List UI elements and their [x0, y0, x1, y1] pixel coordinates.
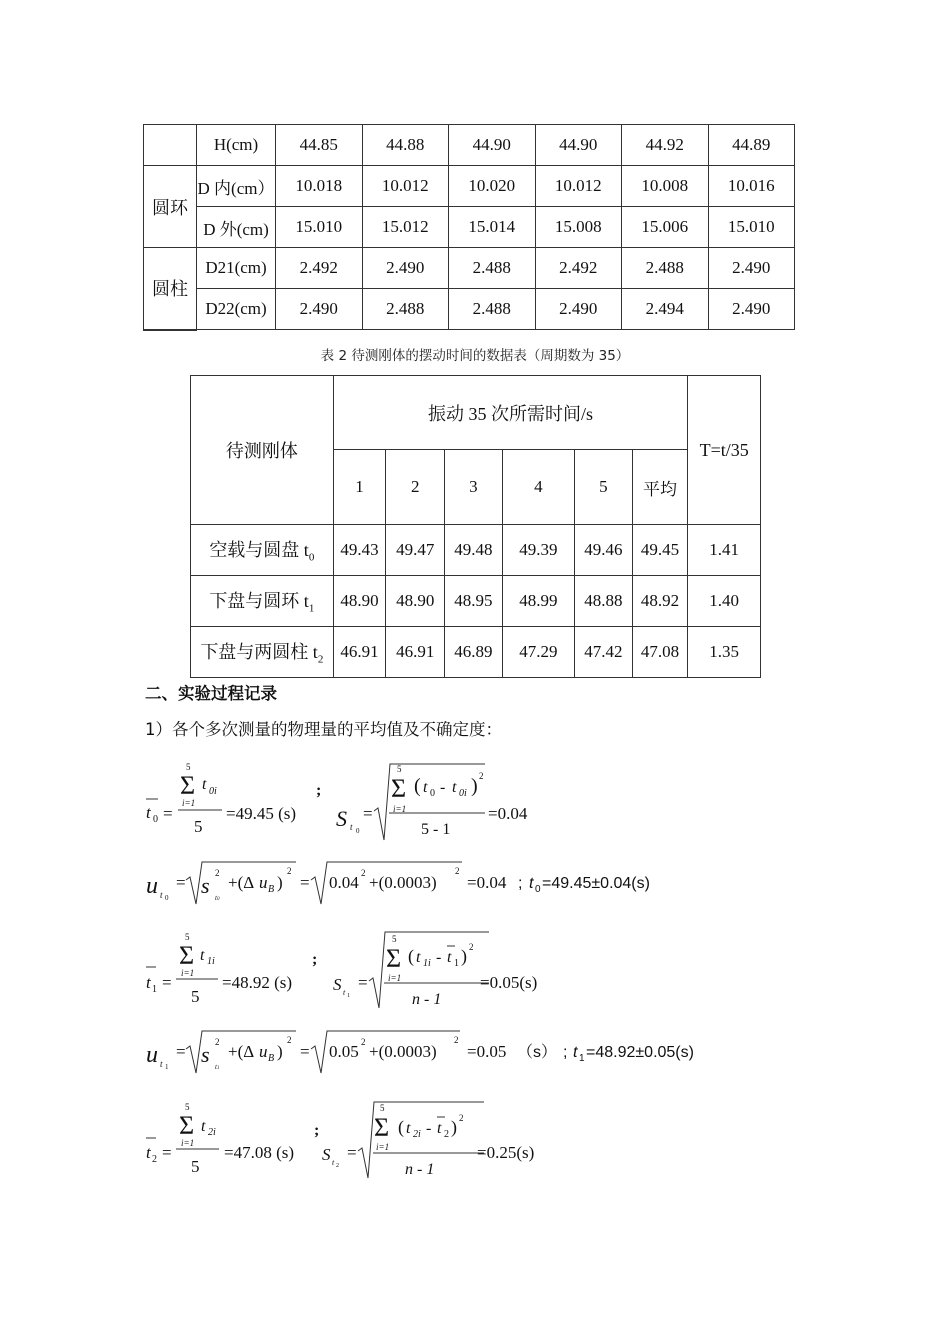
svg-text:1i: 1i: [207, 956, 215, 967]
row-name: 下盘与两圆柱 $t_2$: [191, 627, 334, 678]
svg-text:=: =: [347, 1143, 357, 1162]
svg-text:2: 2: [479, 771, 484, 781]
svg-text:2: 2: [361, 868, 366, 878]
svg-text:t: t: [437, 1120, 442, 1137]
svg-text:i=1: i=1: [388, 973, 402, 983]
svg-text:u: u: [259, 1042, 268, 1061]
formula-u0: [146, 862, 650, 904]
svg-text:t: t: [200, 947, 205, 964]
table-cell: 15.012: [362, 207, 449, 248]
svg-text:2i: 2i: [208, 1127, 216, 1138]
svg-text:n - 1: n - 1: [412, 991, 442, 1008]
column-header: 5: [575, 450, 633, 525]
table-cell: 47.08: [632, 627, 688, 678]
svg-text:2: 2: [454, 1035, 459, 1045]
row-label: H(cm): [197, 125, 276, 166]
svg-text:i=1: i=1: [181, 968, 195, 978]
group-label: 圆柱: [144, 248, 197, 330]
column-header: 平均: [632, 450, 688, 525]
formula-t0-mean: [146, 762, 528, 840]
svg-text:2: 2: [361, 1037, 366, 1047]
svg-text:=: =: [358, 973, 368, 992]
svg-text:Σ: Σ: [386, 944, 402, 973]
svg-text:): ): [471, 775, 478, 797]
table-cell: 48.99: [502, 576, 574, 627]
f1-var: t: [146, 803, 151, 822]
svg-text:n - 1: n - 1: [405, 1161, 435, 1178]
table-cell: 2.490: [708, 289, 795, 330]
svg-text:t: t: [160, 1059, 163, 1069]
table-cell: 2.488: [449, 248, 536, 289]
group-label: 圆环: [144, 166, 197, 248]
table-cell: 49.46: [575, 525, 633, 576]
svg-text:2: 2: [455, 866, 460, 876]
svg-text:2: 2: [287, 866, 292, 876]
svg-text:2: 2: [152, 1154, 157, 1165]
svg-text:=: =: [176, 1042, 186, 1061]
table-cell: 48.95: [445, 576, 503, 627]
svg-text:t: t: [406, 1120, 411, 1137]
header-body: 待测刚体: [191, 376, 334, 525]
svg-text:0: 0: [356, 827, 360, 835]
table-cell: 15.006: [622, 207, 709, 248]
svg-text:+(Δ: +(Δ: [228, 1042, 255, 1061]
table-cell: 49.45: [632, 525, 688, 576]
header-time: 振动 35 次所需时间/s: [333, 376, 688, 450]
svg-text:Σ: Σ: [391, 774, 407, 803]
svg-text:;: ;: [312, 951, 318, 968]
section-heading: 二、实验过程记录: [145, 684, 277, 703]
svg-text:Σ: Σ: [179, 1111, 195, 1140]
table-cell: 15.008: [535, 207, 622, 248]
svg-text:=49.45 (s): =49.45 (s): [226, 804, 297, 823]
svg-text:S: S: [322, 1145, 331, 1164]
svg-text:u: u: [146, 1042, 158, 1068]
sum-icon: Σ: [180, 771, 196, 800]
svg-text:t: t: [447, 949, 452, 966]
svg-text:;: ;: [563, 1044, 568, 1061]
table2-caption: 表 2 待测刚体的摆动时间的数据表（周期数为 35）: [320, 348, 630, 364]
svg-text:=48.92 (s): =48.92 (s): [222, 973, 293, 992]
svg-text:t: t: [332, 1158, 335, 1167]
svg-text:t: t: [452, 779, 457, 796]
svg-text:0i: 0i: [209, 786, 217, 797]
table-cell: 15.010: [708, 207, 795, 248]
svg-text:u: u: [146, 873, 158, 899]
table-cell: 46.91: [333, 627, 386, 678]
period-cell: 1.41: [688, 525, 761, 576]
svg-text:t: t: [201, 1118, 206, 1135]
table-cell: 2.492: [535, 248, 622, 289]
svg-text:（s）: （s）: [517, 1044, 558, 1061]
svg-text:(: (: [414, 775, 421, 797]
svg-text:=0.04: =0.04: [488, 804, 528, 823]
svg-text:t: t: [146, 973, 151, 992]
svg-text:S: S: [336, 806, 347, 831]
svg-text:2: 2: [469, 942, 474, 952]
svg-text:2i: 2i: [413, 1129, 421, 1140]
table-cell: 15.010: [276, 207, 363, 248]
table-cell: 48.92: [632, 576, 688, 627]
svg-text:t: t: [343, 988, 346, 997]
svg-text:2: 2: [215, 868, 220, 878]
svg-text:t: t: [423, 779, 428, 796]
period-cell: 1.40: [688, 576, 761, 627]
table-cell: 15.014: [449, 207, 536, 248]
table-cell: 2.492: [276, 248, 363, 289]
svg-text:2: 2: [459, 1113, 464, 1123]
svg-text:5: 5: [380, 1103, 385, 1113]
svg-text:Σ: Σ: [374, 1113, 390, 1142]
svg-text:=: =: [176, 873, 186, 892]
svg-text:=48.92±0.05(s): =48.92±0.05(s): [586, 1044, 694, 1061]
svg-text:=: =: [162, 973, 172, 992]
svg-text:5: 5: [191, 987, 200, 1006]
svg-text:=: =: [363, 804, 373, 823]
table-cell: 48.88: [575, 576, 633, 627]
formula-t2-mean: [146, 1102, 534, 1178]
svg-text:+(0.0003): +(0.0003): [369, 1042, 437, 1061]
svg-text:=: =: [162, 1143, 172, 1162]
svg-text:0.05: 0.05: [329, 1042, 359, 1061]
table-cell: 49.43: [333, 525, 386, 576]
svg-text:0i: 0i: [459, 788, 467, 799]
table-cell: 49.47: [386, 525, 445, 576]
svg-text:t: t: [416, 949, 421, 966]
table-cell: 2.488: [362, 289, 449, 330]
svg-text:s: s: [201, 873, 210, 898]
formula-t1-mean: [146, 932, 537, 1008]
svg-text:B: B: [268, 884, 275, 895]
svg-text:1: 1: [152, 984, 157, 995]
svg-text:t: t: [529, 875, 534, 892]
svg-text:=0.25(s): =0.25(s): [477, 1143, 535, 1162]
svg-text:=49.45±0.04(s): =49.45±0.04(s): [542, 875, 650, 892]
svg-text:i=1: i=1: [393, 804, 407, 814]
svg-text:0: 0: [535, 884, 541, 895]
table-cell: 2.490: [535, 289, 622, 330]
svg-text:t1: t1: [215, 1063, 220, 1071]
svg-text:0.04: 0.04: [329, 873, 359, 892]
table-cell: 2.490: [708, 248, 795, 289]
table-cell: 2.494: [622, 289, 709, 330]
svg-text:;: ;: [518, 875, 523, 892]
table-cell: 46.89: [445, 627, 503, 678]
table-cell: 48.90: [333, 576, 386, 627]
table-cell: 44.89: [708, 125, 795, 166]
svg-text:=0.05: =0.05: [467, 1042, 507, 1061]
svg-text:t: t: [350, 822, 353, 832]
svg-text:t: t: [160, 890, 163, 900]
svg-text:;: ;: [316, 782, 322, 799]
row-label: D21(cm): [197, 248, 276, 289]
svg-text:-: -: [436, 949, 442, 966]
table-cell: 10.012: [535, 166, 622, 207]
svg-text:Σ: Σ: [179, 941, 195, 970]
svg-text:2: 2: [444, 1129, 449, 1140]
svg-text:S: S: [333, 975, 342, 994]
table-cell: 44.85: [276, 125, 363, 166]
column-header: 4: [502, 450, 574, 525]
svg-text:2: 2: [287, 1035, 292, 1045]
svg-text:i=1: i=1: [376, 1142, 390, 1152]
svg-text:5: 5: [186, 762, 191, 772]
svg-text:(: (: [398, 1117, 404, 1137]
svg-text:5: 5: [397, 764, 402, 774]
svg-text:1: 1: [454, 958, 459, 969]
svg-text:0: 0: [430, 788, 435, 799]
table-cell: 47.29: [502, 627, 574, 678]
svg-text:-: -: [426, 1120, 432, 1137]
table-cell: 44.88: [362, 125, 449, 166]
table-cell: 44.92: [622, 125, 709, 166]
svg-text:B: B: [268, 1053, 275, 1064]
table-cell: 10.008: [622, 166, 709, 207]
svg-text:=0.05(s): =0.05(s): [480, 973, 538, 992]
formula-u1: [146, 1031, 694, 1073]
row-label: D22(cm): [197, 289, 276, 330]
table-cell: 46.91: [386, 627, 445, 678]
svg-text:5: 5: [191, 1157, 200, 1176]
svg-text:1: 1: [165, 1063, 169, 1071]
row-name: 空载与圆盘 $t_0$: [191, 525, 334, 576]
svg-text:=47.08 (s): =47.08 (s): [224, 1143, 295, 1162]
svg-text:5 - 1: 5 - 1: [421, 821, 451, 838]
svg-text:=: =: [300, 873, 310, 892]
svg-text:2: 2: [215, 1037, 220, 1047]
table-cell: 49.39: [502, 525, 574, 576]
table-cell: 47.42: [575, 627, 633, 678]
svg-text:+(0.0003): +(0.0003): [369, 873, 437, 892]
column-header: 2: [386, 450, 445, 525]
svg-text:5: 5: [194, 817, 203, 836]
svg-text:): ): [277, 1042, 283, 1061]
table-cell: 2.488: [622, 248, 709, 289]
svg-text:+(Δ: +(Δ: [228, 873, 255, 892]
svg-text:t: t: [146, 1143, 151, 1162]
svg-text:2: 2: [336, 1163, 339, 1169]
table-cell: 44.90: [449, 125, 536, 166]
table-cell: 10.016: [708, 166, 795, 207]
row-label: D 外(cm): [197, 207, 276, 248]
period-cell: 1.35: [688, 627, 761, 678]
svg-text:1i: 1i: [423, 958, 431, 969]
svg-text:1: 1: [347, 993, 350, 999]
header-period: T=t/35: [688, 376, 761, 525]
svg-text:-: -: [440, 779, 446, 796]
table-cell: 10.020: [449, 166, 536, 207]
svg-text:): ): [461, 946, 467, 966]
svg-text:0: 0: [165, 894, 169, 902]
svg-text:=: =: [163, 804, 173, 823]
table-cell: 48.90: [386, 576, 445, 627]
section-intro: 1）各个多次测量的物理量的平均值及不确定度：: [145, 720, 502, 739]
svg-text:i=1: i=1: [182, 798, 196, 808]
svg-text:(: (: [408, 946, 414, 966]
svg-text:5: 5: [185, 1102, 190, 1112]
table-cell: 2.490: [362, 248, 449, 289]
table-cell: 10.012: [362, 166, 449, 207]
svg-text:5: 5: [185, 932, 190, 942]
svg-text:s: s: [201, 1042, 210, 1067]
row-name: 下盘与圆环 $t_1$: [191, 576, 334, 627]
svg-text:0: 0: [153, 814, 158, 825]
table-cell: 49.48: [445, 525, 503, 576]
svg-text:=: =: [300, 1042, 310, 1061]
svg-text:): ): [277, 873, 283, 892]
column-header: 3: [445, 450, 503, 525]
svg-text:t: t: [202, 776, 207, 793]
column-header: 1: [333, 450, 386, 525]
row-label: D 内(cm）: [197, 166, 276, 207]
svg-text:5: 5: [392, 934, 397, 944]
svg-text:): ): [451, 1117, 457, 1137]
table-cell: 2.488: [449, 289, 536, 330]
svg-text:=0.04: =0.04: [467, 873, 507, 892]
table-cell: 44.90: [535, 125, 622, 166]
svg-text:1: 1: [579, 1053, 585, 1064]
svg-text:i=1: i=1: [181, 1138, 195, 1148]
svg-text:t0: t0: [215, 894, 220, 902]
svg-text:t: t: [573, 1044, 578, 1061]
svg-text:u: u: [259, 873, 268, 892]
table-cell: 2.490: [276, 289, 363, 330]
svg-text:;: ;: [314, 1122, 320, 1139]
table-cell: 10.018: [276, 166, 363, 207]
